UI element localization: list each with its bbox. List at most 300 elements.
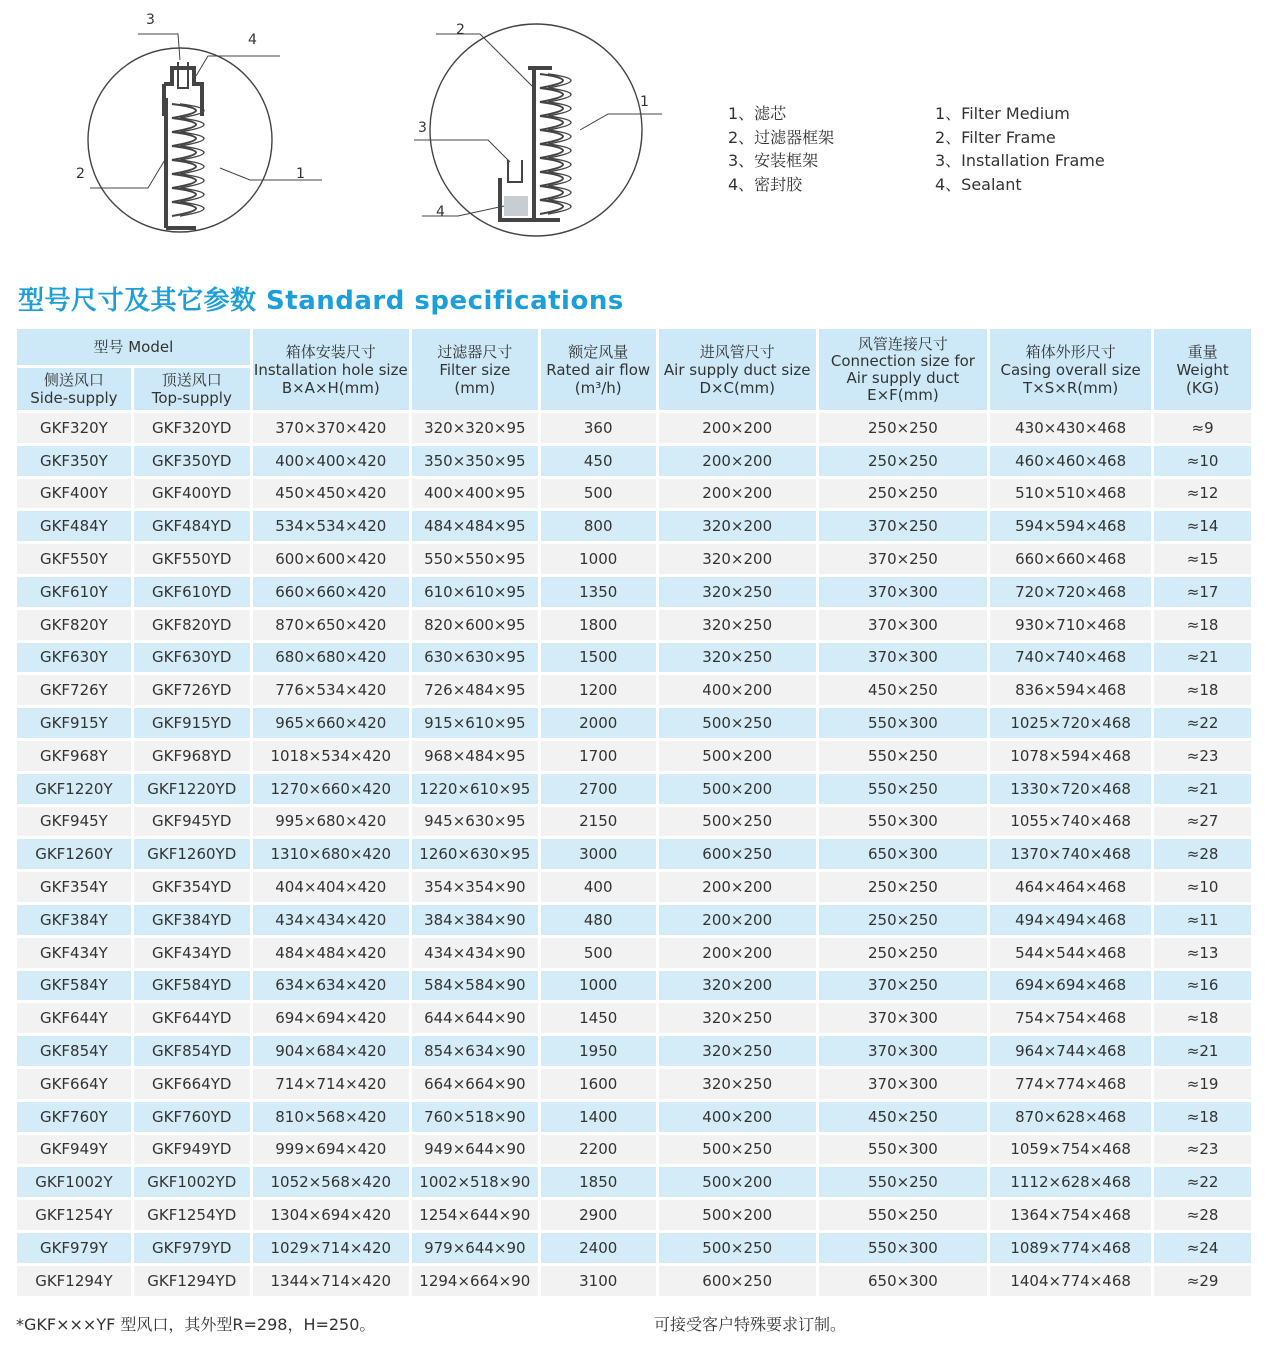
cell-duct-size: 500×250	[659, 807, 816, 837]
cell-side-model: GKF726Y	[17, 675, 131, 705]
table-row	[17, 872, 1251, 902]
cell-install-size: 484×484×420	[253, 938, 409, 968]
cell-top-model: GKF1254YD	[134, 1200, 250, 1230]
cell-air-flow: 1000	[541, 971, 656, 1001]
cell-filter-size: 1002×518×90	[412, 1167, 538, 1197]
cell-install-size: 776×534×420	[253, 675, 409, 705]
cell-filter-size: 949×644×90	[412, 1135, 538, 1165]
cell-duct-size: 400×200	[659, 675, 816, 705]
cell-connection-size: 250×250	[819, 413, 987, 443]
cell-connection-size: 370×250	[819, 511, 987, 541]
cell-top-model: GKF979YD	[134, 1233, 250, 1263]
cell-air-flow: 1450	[541, 1003, 656, 1033]
cell-casing-size: 694×694×468	[990, 971, 1151, 1001]
cell-duct-size: 500×200	[659, 1167, 816, 1197]
header-filter-size: 过滤器尺寸 Filter size (mm)	[412, 329, 538, 410]
cell-install-size: 999×694×420	[253, 1135, 409, 1165]
cell-connection-size: 370×300	[819, 577, 987, 607]
cell-filter-size: 1254×644×90	[412, 1200, 538, 1230]
cell-air-flow: 2900	[541, 1200, 656, 1230]
cell-duct-size: 320×250	[659, 1036, 816, 1066]
header-top-supply: 顶送风口 Top-supply	[134, 368, 250, 410]
cell-install-size: 1029×714×420	[253, 1233, 409, 1263]
cell-filter-size: 320×320×95	[412, 413, 538, 443]
legend-item: 2、过滤器框架	[728, 127, 835, 147]
header-air-flow: 额定风量 Rated air flow (m³/h)	[541, 329, 656, 410]
cell-top-model: GKF1220YD	[134, 774, 250, 804]
cell-air-flow: 1600	[541, 1069, 656, 1099]
cell-install-size: 810×568×420	[253, 1102, 409, 1132]
cell-duct-size: 500×250	[659, 1135, 816, 1165]
cell-duct-size: 320×250	[659, 610, 816, 640]
cell-duct-size: 400×200	[659, 1102, 816, 1132]
callout-label: 2	[76, 166, 85, 182]
cell-duct-size: 500×200	[659, 774, 816, 804]
cell-air-flow: 1350	[541, 577, 656, 607]
cell-duct-size: 600×250	[659, 1266, 816, 1296]
legend-item: 1、滤芯	[728, 104, 787, 123]
cell-side-model: GKF320Y	[17, 413, 131, 443]
table-row	[17, 610, 1251, 640]
cell-filter-size: 1294×664×90	[412, 1266, 538, 1296]
cell-side-model: GKF484Y	[17, 511, 131, 541]
table-row	[17, 938, 1251, 968]
header-weight: 重量 Weight (KG)	[1154, 329, 1251, 410]
cell-install-size: 1052×568×420	[253, 1167, 409, 1197]
cell-top-model: GKF434YD	[134, 938, 250, 968]
legend-item: 3、Installation Frame	[935, 151, 1105, 170]
cell-connection-size: 550×300	[819, 1233, 987, 1263]
cell-air-flow: 2700	[541, 774, 656, 804]
cell-air-flow: 500	[541, 479, 656, 509]
cell-connection-size: 550×300	[819, 1135, 987, 1165]
table-row	[17, 1266, 1251, 1296]
cell-connection-size: 550×250	[819, 741, 987, 771]
legend-english	[935, 102, 1105, 196]
cell-weight: ≈11	[1154, 905, 1251, 935]
cell-air-flow: 1200	[541, 675, 656, 705]
cell-side-model: GKF1254Y	[17, 1200, 131, 1230]
cell-side-model: GKF968Y	[17, 741, 131, 771]
cell-side-model: GKF630Y	[17, 643, 131, 673]
cell-air-flow: 450	[541, 446, 656, 476]
cell-air-flow: 500	[541, 938, 656, 968]
cell-filter-size: 354×354×90	[412, 872, 538, 902]
legend-chinese	[728, 102, 834, 196]
table-row	[17, 1200, 1251, 1230]
cell-top-model: GKF854YD	[134, 1036, 250, 1066]
cell-weight: ≈18	[1154, 610, 1251, 640]
cell-casing-size: 1330×720×468	[990, 774, 1151, 804]
cell-casing-size: 464×464×468	[990, 872, 1151, 902]
cell-weight: ≈27	[1154, 807, 1251, 837]
cell-install-size: 680×680×420	[253, 643, 409, 673]
cell-connection-size: 550×250	[819, 1200, 987, 1230]
cell-casing-size: 1112×628×468	[990, 1167, 1151, 1197]
cell-connection-size: 250×250	[819, 446, 987, 476]
cell-connection-size: 370×300	[819, 1003, 987, 1033]
cell-top-model: GKF1294YD	[134, 1266, 250, 1296]
cell-side-model: GKF1294Y	[17, 1266, 131, 1296]
cell-weight: ≈10	[1154, 872, 1251, 902]
cell-duct-size: 500×200	[659, 741, 816, 771]
cell-side-model: GKF820Y	[17, 610, 131, 640]
cell-duct-size: 320×250	[659, 577, 816, 607]
table-row	[17, 708, 1251, 738]
cell-duct-size: 200×200	[659, 479, 816, 509]
table-row	[17, 839, 1251, 869]
cell-connection-size: 550×250	[819, 774, 987, 804]
cell-top-model: GKF354YD	[134, 872, 250, 902]
cell-top-model: GKF915YD	[134, 708, 250, 738]
cell-connection-size: 550×300	[819, 708, 987, 738]
table-row	[17, 741, 1251, 771]
cell-casing-size: 1364×754×468	[990, 1200, 1151, 1230]
cell-duct-size: 200×200	[659, 446, 816, 476]
table-row	[17, 675, 1251, 705]
cell-weight: ≈14	[1154, 511, 1251, 541]
cell-filter-size: 945×630×95	[412, 807, 538, 837]
cell-install-size: 1310×680×420	[253, 839, 409, 869]
cell-install-size: 534×534×420	[253, 511, 409, 541]
cell-connection-size: 250×250	[819, 479, 987, 509]
cell-weight: ≈24	[1154, 1233, 1251, 1263]
cell-top-model: GKF760YD	[134, 1102, 250, 1132]
cell-duct-size: 200×200	[659, 938, 816, 968]
cell-filter-size: 915×610×95	[412, 708, 538, 738]
cell-top-model: GKF820YD	[134, 610, 250, 640]
cell-filter-size: 550×550×95	[412, 544, 538, 574]
cell-top-model: GKF320YD	[134, 413, 250, 443]
cell-install-size: 1018×534×420	[253, 741, 409, 771]
cell-casing-size: 1078×594×468	[990, 741, 1151, 771]
cell-duct-size: 600×250	[659, 839, 816, 869]
cell-air-flow: 1950	[541, 1036, 656, 1066]
cell-weight: ≈28	[1154, 1200, 1251, 1230]
cell-top-model: GKF484YD	[134, 511, 250, 541]
table-row	[17, 1233, 1251, 1263]
cell-top-model: GKF630YD	[134, 643, 250, 673]
cell-connection-size: 370×300	[819, 1069, 987, 1099]
cell-connection-size: 450×250	[819, 1102, 987, 1132]
cell-casing-size: 964×744×468	[990, 1036, 1151, 1066]
cell-casing-size: 1059×754×468	[990, 1135, 1151, 1165]
cell-weight: ≈19	[1154, 1069, 1251, 1099]
cell-air-flow: 2400	[541, 1233, 656, 1263]
header-connection-size: 风管连接尺寸 Connection size for Air supply duct E×F(mm)	[819, 329, 987, 410]
cell-air-flow: 1800	[541, 610, 656, 640]
cell-filter-size: 610×610×95	[412, 577, 538, 607]
table-row	[17, 1135, 1251, 1165]
cell-connection-size: 370×300	[819, 610, 987, 640]
callout-label: 4	[248, 32, 257, 48]
cell-side-model: GKF384Y	[17, 905, 131, 935]
cell-duct-size: 200×200	[659, 872, 816, 902]
callout-label: 3	[146, 12, 155, 28]
footnote-left: *GKF×××YF 型风口，其外型R=298，H=250。	[16, 1315, 376, 1334]
cell-top-model: GKF400YD	[134, 479, 250, 509]
cell-install-size: 904×684×420	[253, 1036, 409, 1066]
cell-filter-size: 854×634×90	[412, 1036, 538, 1066]
cell-casing-size: 544×544×468	[990, 938, 1151, 968]
table-row	[17, 1003, 1251, 1033]
cell-top-model: GKF968YD	[134, 741, 250, 771]
cell-casing-size: 1055×740×468	[990, 807, 1151, 837]
header-casing-size: 箱体外形尺寸 Casing overall size T×S×R(mm)	[990, 329, 1151, 410]
cell-top-model: GKF664YD	[134, 1069, 250, 1099]
legend-item: 3、安装框架	[728, 151, 819, 170]
cell-connection-size: 450×250	[819, 675, 987, 705]
cell-casing-size: 740×740×468	[990, 643, 1151, 673]
cell-side-model: GKF610Y	[17, 577, 131, 607]
cell-top-model: GKF584YD	[134, 971, 250, 1001]
header-install-size: 箱体安装尺寸 Installation hole size B×A×H(mm)	[253, 329, 409, 410]
cell-air-flow: 2200	[541, 1135, 656, 1165]
cell-casing-size: 494×494×468	[990, 905, 1151, 935]
cell-weight: ≈13	[1154, 938, 1251, 968]
table-row	[17, 511, 1251, 541]
cell-casing-size: 1404×774×468	[990, 1266, 1151, 1296]
cell-weight: ≈23	[1154, 741, 1251, 771]
cell-casing-size: 720×720×468	[990, 577, 1151, 607]
cell-side-model: GKF584Y	[17, 971, 131, 1001]
cell-casing-size: 930×710×468	[990, 610, 1151, 640]
cell-filter-size: 820×600×95	[412, 610, 538, 640]
spec-table	[14, 326, 1254, 1299]
cell-side-model: GKF1220Y	[17, 774, 131, 804]
header-duct-size: 进风管尺寸 Air supply duct size D×C(mm)	[659, 329, 816, 410]
cell-air-flow: 480	[541, 905, 656, 935]
cell-top-model: GKF945YD	[134, 807, 250, 837]
cell-air-flow: 1400	[541, 1102, 656, 1132]
cell-side-model: GKF550Y	[17, 544, 131, 574]
cell-duct-size: 200×200	[659, 413, 816, 443]
cell-casing-size: 870×628×468	[990, 1102, 1151, 1132]
cell-install-size: 1270×660×420	[253, 774, 409, 804]
callout-label: 2	[456, 22, 465, 38]
cell-duct-size: 500×250	[659, 708, 816, 738]
cell-connection-size: 550×250	[819, 1167, 987, 1197]
cell-side-model: GKF760Y	[17, 1102, 131, 1132]
table-row	[17, 1036, 1251, 1066]
cell-top-model: GKF726YD	[134, 675, 250, 705]
cell-connection-size: 550×300	[819, 807, 987, 837]
cell-install-size: 694×694×420	[253, 1003, 409, 1033]
cell-install-size: 870×650×420	[253, 610, 409, 640]
sealing-diagram-top	[60, 8, 340, 248]
cell-install-size: 714×714×420	[253, 1069, 409, 1099]
cell-filter-size: 1220×610×95	[412, 774, 538, 804]
cell-casing-size: 1025×720×468	[990, 708, 1151, 738]
footnote-right: 可接受客户特殊要求订制。	[654, 1315, 847, 1334]
cell-install-size: 600×600×420	[253, 544, 409, 574]
cell-filter-size: 630×630×95	[412, 643, 538, 673]
cell-top-model: GKF644YD	[134, 1003, 250, 1033]
cell-install-size: 634×634×420	[253, 971, 409, 1001]
cell-filter-size: 664×664×90	[412, 1069, 538, 1099]
cell-filter-size: 968×484×95	[412, 741, 538, 771]
cell-casing-size: 660×660×468	[990, 544, 1151, 574]
table-row	[17, 971, 1251, 1001]
cell-weight: ≈22	[1154, 708, 1251, 738]
cell-side-model: GKF1260Y	[17, 839, 131, 869]
cell-filter-size: 760×518×90	[412, 1102, 538, 1132]
table-row	[17, 1167, 1251, 1197]
cell-weight: ≈21	[1154, 643, 1251, 673]
cell-casing-size: 754×754×468	[990, 1003, 1151, 1033]
cell-side-model: GKF434Y	[17, 938, 131, 968]
legend-item: 4、密封胶	[728, 174, 803, 194]
cell-duct-size: 320×200	[659, 971, 816, 1001]
cell-air-flow: 1000	[541, 544, 656, 574]
cell-casing-size: 460×460×468	[990, 446, 1151, 476]
legend-item: 4、Sealant	[935, 174, 1022, 194]
cell-air-flow: 2150	[541, 807, 656, 837]
cell-install-size: 1304×694×420	[253, 1200, 409, 1230]
cell-install-size: 404×404×420	[253, 872, 409, 902]
cell-filter-size: 400×400×95	[412, 479, 538, 509]
cell-air-flow: 2000	[541, 708, 656, 738]
cell-casing-size: 430×430×468	[990, 413, 1151, 443]
table-row	[17, 446, 1251, 476]
table-row	[17, 577, 1251, 607]
cell-weight: ≈9	[1154, 413, 1251, 443]
cell-weight: ≈15	[1154, 544, 1251, 574]
cell-duct-size: 500×250	[659, 1233, 816, 1263]
cell-duct-size: 320×250	[659, 643, 816, 673]
cell-side-model: GKF644Y	[17, 1003, 131, 1033]
cell-install-size: 400×400×420	[253, 446, 409, 476]
table-row	[17, 1102, 1251, 1132]
cell-duct-size: 320×200	[659, 544, 816, 574]
cell-connection-size: 250×250	[819, 905, 987, 935]
cell-filter-size: 1260×630×95	[412, 839, 538, 869]
cell-install-size: 965×660×420	[253, 708, 409, 738]
cell-weight: ≈12	[1154, 479, 1251, 509]
cell-weight: ≈18	[1154, 675, 1251, 705]
cell-filter-size: 484×484×95	[412, 511, 538, 541]
sealing-diagram-side	[400, 10, 670, 246]
cell-side-model: GKF350Y	[17, 446, 131, 476]
cell-air-flow: 3100	[541, 1266, 656, 1296]
cell-duct-size: 320×200	[659, 511, 816, 541]
cell-side-model: GKF664Y	[17, 1069, 131, 1099]
cell-casing-size: 594×594×468	[990, 511, 1151, 541]
cell-casing-size: 510×510×468	[990, 479, 1151, 509]
cell-install-size: 434×434×420	[253, 905, 409, 935]
cell-filter-size: 434×434×90	[412, 938, 538, 968]
cell-side-model: GKF945Y	[17, 807, 131, 837]
cell-connection-size: 370×250	[819, 544, 987, 574]
cell-air-flow: 1850	[541, 1167, 656, 1197]
cell-casing-size: 836×594×468	[990, 675, 1151, 705]
cell-filter-size: 726×484×95	[412, 675, 538, 705]
table-row	[17, 413, 1251, 443]
cell-connection-size: 370×300	[819, 1036, 987, 1066]
cell-air-flow: 800	[541, 511, 656, 541]
cell-install-size: 660×660×420	[253, 577, 409, 607]
cell-filter-size: 584×584×90	[412, 971, 538, 1001]
cell-install-size: 1344×714×420	[253, 1266, 409, 1296]
cell-side-model: GKF1002Y	[17, 1167, 131, 1197]
cell-weight: ≈17	[1154, 577, 1251, 607]
cell-top-model: GKF1260YD	[134, 839, 250, 869]
cell-weight: ≈21	[1154, 1036, 1251, 1066]
cell-duct-size: 500×200	[659, 1200, 816, 1230]
cell-side-model: GKF979Y	[17, 1233, 131, 1263]
cell-weight: ≈23	[1154, 1135, 1251, 1165]
table-row	[17, 905, 1251, 935]
cell-weight: ≈29	[1154, 1266, 1251, 1296]
cell-casing-size: 774×774×468	[990, 1069, 1151, 1099]
cell-top-model: GKF949YD	[134, 1135, 250, 1165]
cell-casing-size: 1370×740×468	[990, 839, 1151, 869]
cell-filter-size: 384×384×90	[412, 905, 538, 935]
table-row	[17, 807, 1251, 837]
cell-top-model: GKF550YD	[134, 544, 250, 574]
legend-item: 2、Filter Frame	[935, 127, 1056, 147]
cell-weight: ≈28	[1154, 839, 1251, 869]
cell-install-size: 995×680×420	[253, 807, 409, 837]
cell-filter-size: 644×644×90	[412, 1003, 538, 1033]
cell-duct-size: 200×200	[659, 905, 816, 935]
callout-label: 1	[296, 166, 305, 182]
cell-top-model: GKF1002YD	[134, 1167, 250, 1197]
section-title: 型号尺寸及其它参数 Standard specifications	[18, 286, 624, 316]
header-model: 型号 Model	[17, 329, 250, 365]
cell-top-model: GKF610YD	[134, 577, 250, 607]
cell-air-flow: 400	[541, 872, 656, 902]
cell-weight: ≈21	[1154, 774, 1251, 804]
cell-weight: ≈22	[1154, 1167, 1251, 1197]
cell-connection-size: 250×250	[819, 938, 987, 968]
cell-filter-size: 350×350×95	[412, 446, 538, 476]
cell-side-model: GKF949Y	[17, 1135, 131, 1165]
table-row	[17, 544, 1251, 574]
cell-air-flow: 1700	[541, 741, 656, 771]
cell-side-model: GKF854Y	[17, 1036, 131, 1066]
table-row	[17, 643, 1251, 673]
table-row	[17, 774, 1251, 804]
cell-weight: ≈18	[1154, 1003, 1251, 1033]
cell-side-model: GKF915Y	[17, 708, 131, 738]
callout-label: 1	[640, 94, 649, 110]
cell-air-flow: 360	[541, 413, 656, 443]
table-row	[17, 479, 1251, 509]
header-side-supply: 侧送风口 Side-supply	[17, 368, 131, 410]
cell-connection-size: 650×300	[819, 1266, 987, 1296]
cell-air-flow: 1500	[541, 643, 656, 673]
cell-install-size: 450×450×420	[253, 479, 409, 509]
cell-weight: ≈18	[1154, 1102, 1251, 1132]
cell-duct-size: 320×250	[659, 1069, 816, 1099]
callout-label: 3	[418, 120, 427, 136]
cell-connection-size: 370×300	[819, 643, 987, 673]
cell-weight: ≈10	[1154, 446, 1251, 476]
cell-connection-size: 370×250	[819, 971, 987, 1001]
cell-weight: ≈16	[1154, 971, 1251, 1001]
cell-install-size: 370×370×420	[253, 413, 409, 443]
cell-connection-size: 250×250	[819, 872, 987, 902]
legend-item: 1、Filter Medium	[935, 104, 1070, 123]
cell-side-model: GKF354Y	[17, 872, 131, 902]
cell-connection-size: 650×300	[819, 839, 987, 869]
table-row	[17, 1069, 1251, 1099]
cell-filter-size: 979×644×90	[412, 1233, 538, 1263]
cell-top-model: GKF384YD	[134, 905, 250, 935]
cell-duct-size: 320×250	[659, 1003, 816, 1033]
cell-side-model: GKF400Y	[17, 479, 131, 509]
